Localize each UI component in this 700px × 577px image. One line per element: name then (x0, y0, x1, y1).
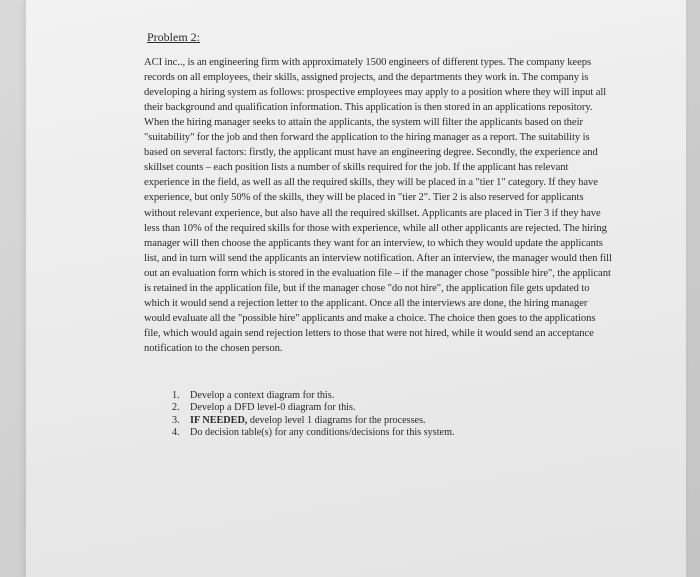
task-text (190, 415, 426, 427)
task-text-rest: develop level 1 diagrams for the processes. (247, 414, 426, 426)
task-item (172, 427, 614, 439)
task-text: Do decision table(s) for any conditions/decisions for this system. (190, 427, 455, 439)
problem-content (144, 30, 614, 440)
problem-paragraph: ACI inc.., is an engineering firm with approximately 1500 engineers of different types. The company keeps records on all employees, their skills, assigned projects, and the departments they work in. The company is developing a hiring system as follows: prospective employees may apply to a position where they will input all their background and qualification information. This application is then stored in an applications repository. When the hiring manager seeks to attain the applicants, the system will filter the applicants based on their "suitability" for the job and then forward the application to the hiring manager as a report. The suitability is based on several factors: firstly, the applicant must have an engineering degree. Secondly, the experience and skillset counts – each position lists a number of skills required for the job. If the applicant has relevant experience in the field, as well as all the required skills, they will be placed in a "tier 1" category. If they have experience, but only 50% of the skills, they will be placed in "tier 2". Tier 2 is also reserved for applicants without relevant experience, but also have all the required skillset. Applicants are placed in Tier 3 if they have less than 10% of the required skills for those with experience, while all other applicants are rejected. The hiring manager will then choose the applicants they want for an interview, to which they would update the applicants list, and in turn will send the applicants an interview notification. After an interview, the manager would then fill out an evaluation form which is stored in the evaluation file – if the manager chose "possible hire", the applicant is retained in the application file, but if the manager chose "do not hire", the application file gets updated to which it would send a rejection letter to the applicant. Once all the interviews are done, the hiring manager would evaluate all the "possible hire" applicants and make a choice. The choice then goes to the applications file, which would again send rejection letters to those that were not hired, while it would send an acceptance notification to the chosen person. (144, 57, 612, 354)
problem-title: Problem 2: (147, 30, 200, 44)
task-text: Develop a context diagram for this. (190, 389, 335, 401)
task-number: 3. (172, 414, 180, 426)
task-number: 2. (172, 402, 180, 414)
task-item (172, 402, 614, 414)
task-text: Develop a DFD level-0 diagram for this. (190, 402, 356, 414)
task-item (172, 390, 614, 402)
task-emphasis: IF NEEDED, (190, 414, 248, 426)
task-item (172, 415, 614, 427)
task-list (172, 390, 614, 440)
task-number: 4. (172, 427, 180, 439)
paper-page (26, 0, 686, 577)
task-number: 1. (172, 389, 180, 401)
